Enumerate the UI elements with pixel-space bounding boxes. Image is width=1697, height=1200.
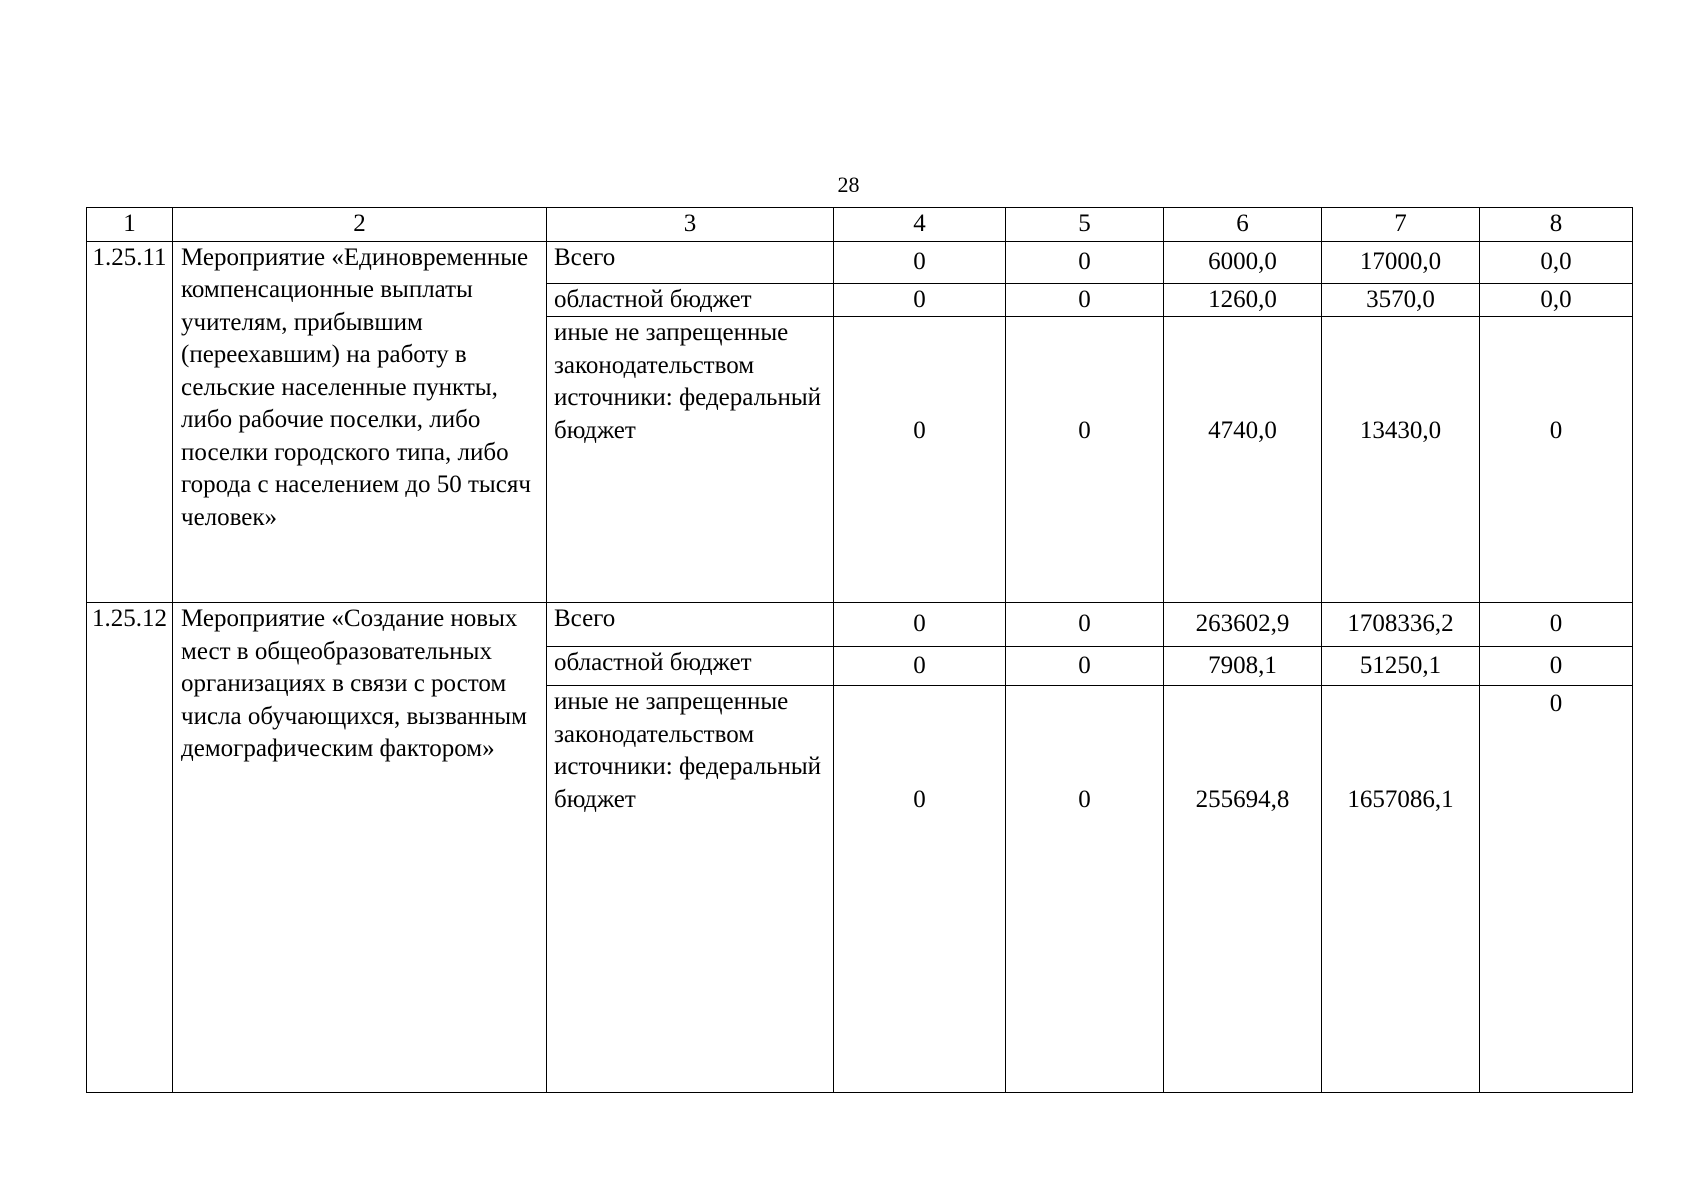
value-cell: 0	[834, 647, 1006, 686]
value-cell: 0	[834, 686, 1006, 1093]
value-cell: 6000,0	[1164, 241, 1322, 283]
header-cell: 2	[173, 208, 547, 242]
value-cell: 0,0	[1480, 283, 1633, 317]
value-cell: 1708336,2	[1322, 603, 1480, 647]
measure-name: Мероприятие «Создание новых мест в общеобразовательных организациях в связи с ростом числа обучающихся, вызванным демографическим фактором»	[173, 603, 547, 1093]
row-code: 1.25.11	[87, 241, 173, 603]
header-cell: 4	[834, 208, 1006, 242]
value-cell: 255694,8	[1164, 686, 1322, 1093]
value-cell: 0	[834, 283, 1006, 317]
value-cell: 51250,1	[1322, 647, 1480, 686]
value-cell: 0	[834, 241, 1006, 283]
value-cell: 263602,9	[1164, 603, 1322, 647]
funding-source: Всего	[547, 603, 834, 647]
header-cell: 6	[1164, 208, 1322, 242]
value-cell: 3570,0	[1322, 283, 1480, 317]
header-cell: 5	[1006, 208, 1164, 242]
budget-table	[86, 207, 1633, 1093]
funding-source: иные не запрещенные законодательством источники: федеральный бюджет	[547, 317, 834, 603]
value-cell: 1657086,1	[1322, 686, 1480, 1093]
funding-source: областной бюджет	[547, 283, 834, 317]
header-cell: 1	[87, 208, 173, 242]
value-cell: 0	[1006, 283, 1164, 317]
value-cell: 0	[834, 603, 1006, 647]
header-row	[87, 208, 1633, 242]
value-cell: 0	[1006, 603, 1164, 647]
value-cell: 0	[1006, 686, 1164, 1093]
value-cell: 1260,0	[1164, 283, 1322, 317]
value-cell: 0	[1480, 317, 1633, 603]
funding-source: иные не запрещенные законодательством источники: федеральный бюджет	[547, 686, 834, 1093]
value-cell: 0	[834, 317, 1006, 603]
row-code: 1.25.12	[87, 603, 173, 1093]
value-cell: 17000,0	[1322, 241, 1480, 283]
header-cell: 7	[1322, 208, 1480, 242]
table-row	[87, 241, 1633, 283]
value-cell: 13430,0	[1322, 317, 1480, 603]
value-cell: 0	[1480, 686, 1633, 1093]
table-row	[87, 603, 1633, 647]
value-cell: 0	[1006, 241, 1164, 283]
value-cell: 0	[1006, 647, 1164, 686]
measure-name: Мероприятие «Единовременные компенсационные выплаты учителям, прибывшим (переехавшим) на работу в сельские населенные пункты, либо рабочие поселки, либо поселки городского типа, либо города с населением до 50 тысяч человек»	[173, 241, 547, 603]
value-cell: 0	[1480, 603, 1633, 647]
header-cell: 8	[1480, 208, 1633, 242]
value-cell: 0	[1480, 647, 1633, 686]
value-cell: 0	[1006, 317, 1164, 603]
funding-source: Всего	[547, 241, 834, 283]
funding-source: областной бюджет	[547, 647, 834, 686]
value-cell: 0,0	[1480, 241, 1633, 283]
value-cell: 4740,0	[1164, 317, 1322, 603]
header-cell: 3	[547, 208, 834, 242]
value-cell: 7908,1	[1164, 647, 1322, 686]
page-number: 28	[837, 172, 860, 197]
